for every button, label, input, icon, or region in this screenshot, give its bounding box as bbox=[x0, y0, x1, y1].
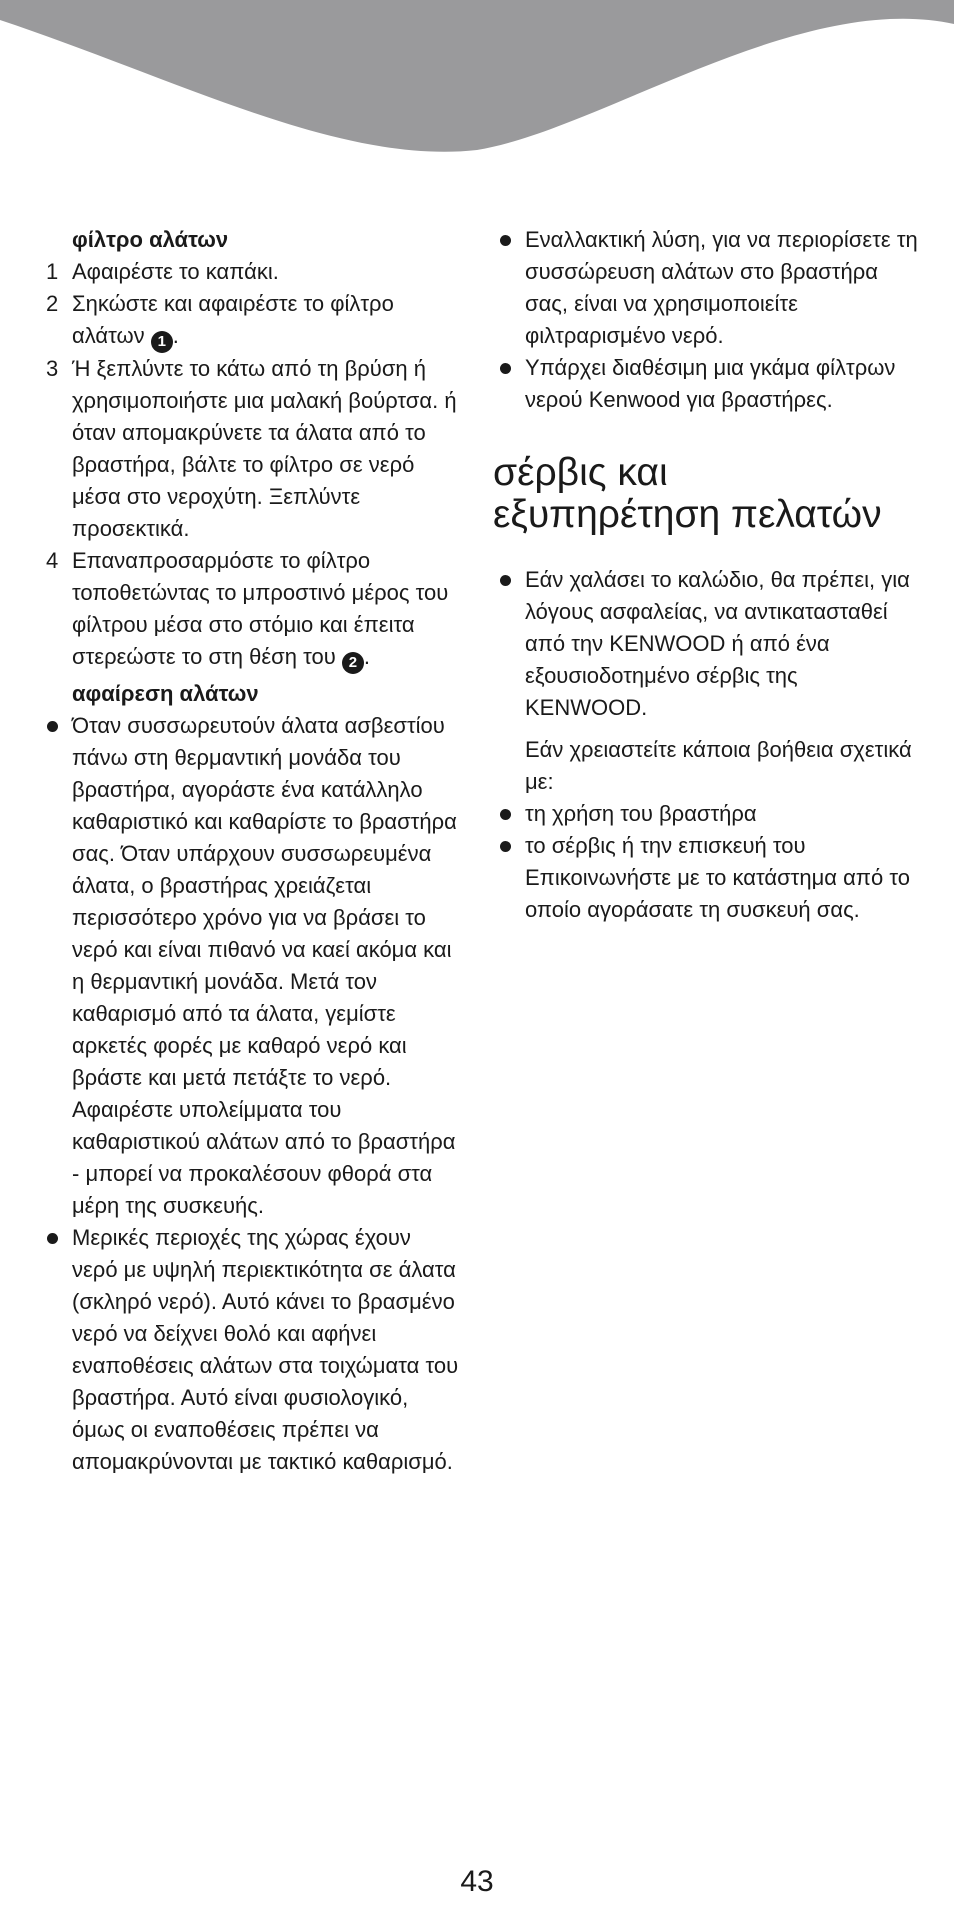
step-item bbox=[40, 256, 460, 288]
bullet-icon bbox=[500, 575, 511, 586]
step-number: 4 bbox=[46, 548, 59, 573]
step-item bbox=[40, 288, 460, 353]
bullet-icon bbox=[500, 363, 511, 374]
bullet-text: Μερικές περιοχές της χώρας έχουν νερό με υψηλή περιεκτικότητα σε άλατα (σκληρό νερό). Αυτό κάνει το βρασμένο νερό να δείχνει θολό και αφήνει εναποθέσεις αλάτων στα τοιχώματα του βραστήρα. Αυτό είναι φυσιολογικό, όμως οι εναποθέσεις πρέπει να απομακρύνονται με τακτικό καθαρισμό. bbox=[72, 1225, 459, 1474]
step-item bbox=[40, 353, 460, 545]
bullet-text: τη χρήση του βραστήρα bbox=[525, 801, 757, 826]
bullet-item bbox=[40, 710, 460, 1222]
header-wave-shape bbox=[0, 0, 954, 152]
step-text: Αφαιρέστε το καπάκι. bbox=[72, 259, 279, 284]
step-number: 2 bbox=[46, 291, 59, 316]
bullet-text: Όταν συσσωρευτούν άλατα ασβεστίου πάνω στη θερμαντική μονάδα του βραστήρα, αγοράστε ένα κατάλληλο καθαριστικό και καθαρίστε το βραστήρα σας. Όταν υπάρχουν συσσωρευμένα άλατα, ο βραστήρας χρειάζεται περισσότερο χρόνο για να βράσει το νερό και είναι πιθανό να καεί ακόμα και η θερμαντική μονάδα. Μετά τον καθαρισμό από τα άλατα, γεμίστε αρκετές φορές με καθαρό νερό και βράστε και μετά πετάξτε το νερό. Αφαιρέστε υπολείμματα του καθαριστικού αλάτων από το βραστήρα - μπορεί να προκαλέσουν φθορά στα μέρη της συσκευής. bbox=[72, 713, 457, 1218]
step-text: Σηκώστε και αφαιρέστε το φίλτρο αλάτων bbox=[72, 291, 394, 348]
descaling-heading: αφαίρεση αλάτων bbox=[72, 681, 259, 706]
figure-marker-icon: 1 bbox=[151, 331, 173, 353]
service-title-line-1: σέρβις και bbox=[493, 451, 668, 494]
left-column bbox=[40, 224, 460, 1478]
bullet-icon bbox=[500, 235, 511, 246]
step-text: Επαναπροσαρμόστε το φίλτρο τοποθετώντας το μπροστινό μέρος του φίλτρου μέσα στο στόμιο και έπειτα στερεώστε το στη θέση του bbox=[72, 548, 449, 669]
bullet-text: Εναλλακτική λύση, για να περιορίσετε τη συσσώρευση αλάτων στο βραστήρα σας, είναι να χρησιμοποιείτε φιλτραρισμένο νερό. bbox=[525, 227, 918, 348]
bullet-text: Εάν χαλάσει το καλώδιο, θα πρέπει, για λόγους ασφαλείας, να αντικατασταθεί από την KENWOOD ή από ένα εξουσιοδοτημένο σέρβις της KENWOOD. bbox=[525, 567, 910, 720]
step-text-end: . bbox=[363, 644, 370, 669]
right-column bbox=[493, 224, 923, 926]
bullet-item bbox=[40, 1222, 460, 1478]
filter-heading: φίλτρο αλάτων bbox=[72, 227, 229, 252]
service-section-title bbox=[493, 452, 923, 536]
bullet-item bbox=[493, 830, 923, 926]
bullet-text: το σέρβις ή την επισκευή του Επικοινωνήστε με το κατάστημα από το οποίο αγοράσατε τη συσκευή σας. bbox=[525, 833, 910, 922]
bullet-icon bbox=[500, 809, 511, 820]
bullet-item bbox=[493, 352, 923, 416]
step-number: 3 bbox=[46, 356, 59, 381]
bullet-item bbox=[493, 564, 923, 724]
bullet-item bbox=[493, 224, 923, 352]
figure-marker-icon: 2 bbox=[342, 652, 364, 674]
step-text-end: . bbox=[172, 323, 179, 348]
bullet-icon bbox=[47, 721, 58, 732]
step-item bbox=[40, 545, 460, 674]
bullet-icon bbox=[500, 841, 511, 852]
page-number: 43 bbox=[460, 1865, 494, 1898]
step-text: Ή ξεπλύντε το κάτω από τη βρύση ή χρησιμοποιήστε μια μαλακή βούρτσα. ή όταν απομακρύνετε τα άλατα από το βραστήρα, βάλτε το φίλτρο σε νερό μέσα στο νεροχύτη. Ξεπλύντε προσεκτικά. bbox=[72, 356, 457, 541]
bullet-text: Υπάρχει διαθέσιμη μια γκάμα φίλτρων νερού Kenwood για βραστήρες. bbox=[525, 355, 896, 412]
help-paragraph: Εάν χρειαστείτε κάποια βοήθεια σχετικά με: bbox=[525, 737, 912, 794]
service-title-line-2: εξυπηρέτηση πελατών bbox=[493, 493, 882, 536]
header-wave-band bbox=[0, 0, 954, 160]
bullet-item bbox=[493, 798, 923, 830]
step-number: 1 bbox=[46, 259, 59, 284]
bullet-icon bbox=[47, 1233, 58, 1244]
